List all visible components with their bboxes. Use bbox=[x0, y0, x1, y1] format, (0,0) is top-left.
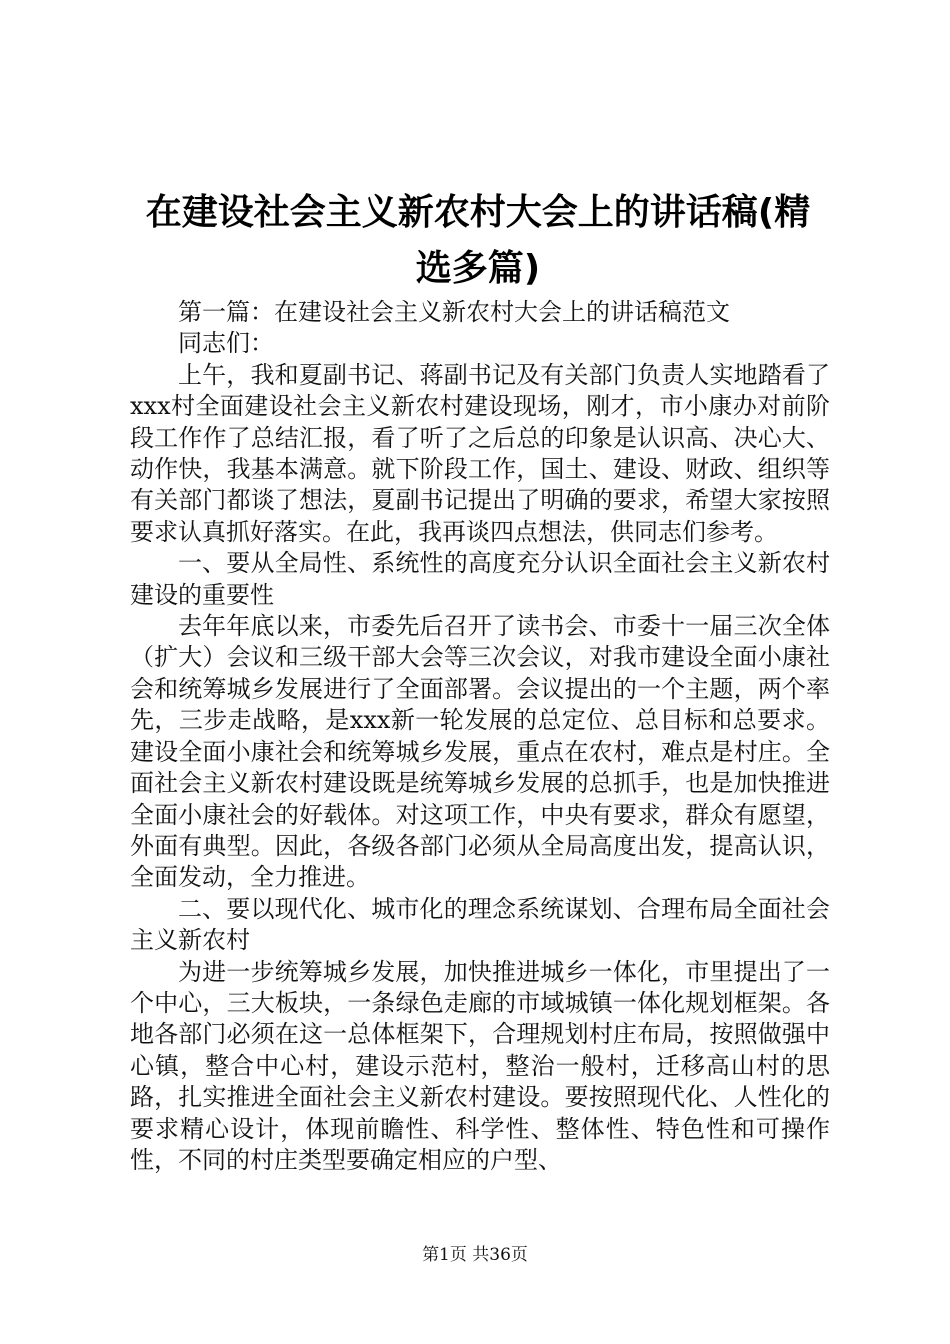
page-number: 第1页 共36页 bbox=[422, 1245, 528, 1265]
paragraph-intro: 上午，我和夏副书记、蒋副书记及有关部门负责人实地踏看了xxx村全面建设社会主义新农村建设现场，刚才，市小康办对前阶段工作作了总结汇报，看了听了之后总的印象是认识高、决心大、动作快，我基本满意。就下阶段工作，国土、建设、财政、组织等有关部门都谈了想法，夏副书记提出了明确的要求，希望大家按照要求认真抓好落实。在此，我再谈四点想法，供同志们参考。 bbox=[130, 360, 830, 546]
paragraph-point-1-body: 去年年底以来，市委先后召开了读书会、市委十一届三次全体（扩大）会议和三级干部大会等三次会议，对我市建设全面小康社会和统筹城乡发展进行了全面部署。会议提出的一个主题，两个率先，三步走战略，是xxx新一轮发展的总定位、总目标和总要求。建设全面小康社会和统筹城乡发展，重点在农村，难点是村庄。全面社会主义新农村建设既是统筹城乡发展的总抓手，也是加快推进全面小康社会的好载体。对这项工作，中央有要求，群众有愿望，外面有典型。因此，各级各部门必须从全局高度出发，提高认识，全面发动，全力推进。 bbox=[130, 612, 830, 892]
document-title: 在建设社会主义新农村大会上的讲话稿(精选多篇) bbox=[145, 192, 811, 289]
page-footer bbox=[0, 1243, 950, 1267]
paragraph-section-heading-1: 第一篇：在建设社会主义新农村大会上的讲话稿范文 bbox=[178, 298, 730, 326]
paragraph-point-2-heading: 二、要以现代化、城市化的理念系统谋划、合理布局全面社会主义新农村 bbox=[130, 894, 830, 955]
paragraph-point-2-body: 为进一步统筹城乡发展，加快推进城乡一体化，市里提出了一个中心，三大板块，一条绿色走廊的市域城镇一体化规划框架。各地各部门必须在这一总体框架下，合理规划村庄布局，按照做强中心镇，整合中心村，建设示范村，整治一般村，迁移高山村的思路，扎实推进全面社会主义新农村建设。要按照现代化、人性化的要求精心设计，体现前瞻性、科学性、整体性、特色性和可操作性，不同的村庄类型要确定相应的户型、 bbox=[130, 957, 830, 1174]
document-body bbox=[130, 297, 830, 1176]
paragraph-salutation: 同志们： bbox=[178, 329, 274, 358]
paragraph-point-1-heading: 一、要从全局性、系统性的高度充分认识全面社会主义新农村建设的重要性 bbox=[130, 549, 830, 609]
